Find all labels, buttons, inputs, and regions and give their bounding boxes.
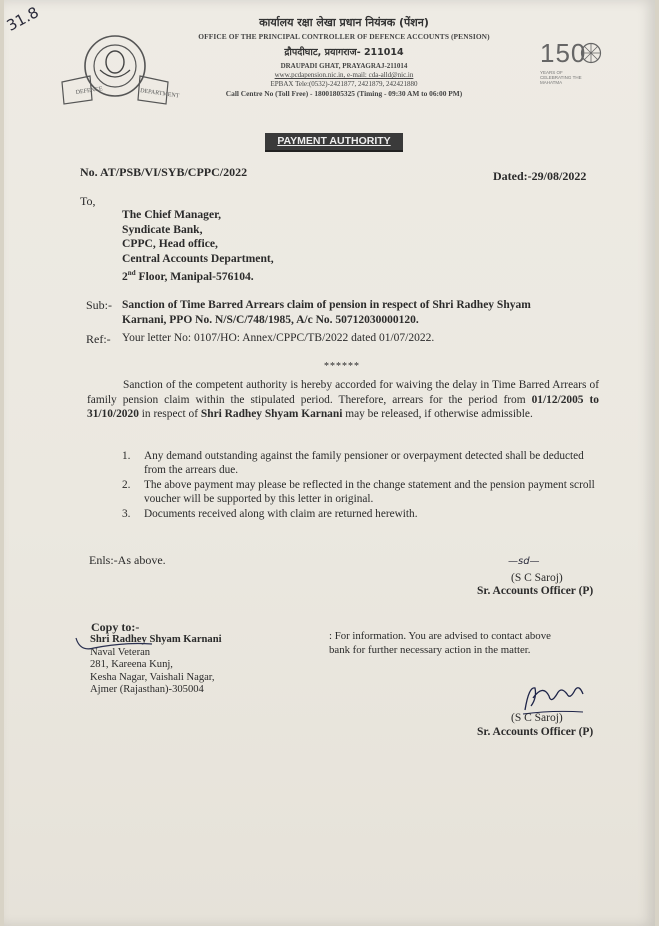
floor-suffix: nd — [127, 269, 136, 278]
copy-to-line: 281, Kareena Kunj, — [90, 659, 173, 671]
document-title — [265, 133, 403, 152]
subject-line: Karnani, PPO No. N/S/C/748/1985, A/c No. 50712030000120. — [122, 314, 419, 326]
office-name-english: OFFICE OF THE PRINCIPAL CONTROLLER OF DEFENCE ACCOUNTS (PENSION) — [198, 32, 490, 41]
addressee-line: Syndicate Bank, — [122, 222, 203, 236]
document-title-text: PAYMENT AUTHORITY — [277, 135, 391, 147]
list-item-text: Any demand outstanding against the family pensioner or overpayment detected shall be deducted from the arrears due. — [144, 450, 584, 476]
copy-to-note — [329, 629, 551, 657]
addressee-line: Central Accounts Department, — [122, 251, 274, 265]
list-item-number: 1. — [122, 450, 131, 462]
web-email: www.pcdapension.nic.in, e-mail: cda-alld@nic.in — [274, 71, 414, 79]
letter-date: Dated:-29/08/2022 — [493, 169, 587, 183]
office-address: DRAUPADI GHAT, PRAYAGRAJ-211014 — [280, 62, 408, 70]
addressee-block — [122, 208, 274, 285]
body-text-2: in respect of — [138, 408, 201, 420]
handwritten-underline-icon — [74, 634, 154, 654]
body-paragraph — [87, 378, 599, 422]
copy-to-note-line: : For information. You are advised to contact above — [329, 630, 551, 642]
document-page — [4, 0, 655, 926]
list-item-number: 3. — [122, 508, 131, 520]
subject-label: Sub:- — [86, 298, 113, 312]
addressee-line — [122, 266, 274, 284]
list-item — [122, 508, 600, 522]
copy-to-label: Copy to:- — [91, 620, 140, 634]
enclosure-note: Enls:-As above. — [89, 553, 166, 567]
ref-label: Ref:- — [86, 332, 111, 346]
defence-accounts-emblem-icon — [56, 30, 180, 108]
list-item-number: 2. — [122, 479, 131, 491]
copy-to-line: Naval Veteran — [90, 646, 151, 658]
reference-number: No. AT/PSB/VI/SYB/CPPC/2022 — [80, 165, 248, 179]
to-label: To, — [80, 194, 96, 208]
list-item-text: Documents received along with claim are returned herewith. — [144, 508, 418, 520]
floor-number: 2 — [122, 270, 128, 284]
signatory-name: (S C Saroj) — [511, 572, 563, 584]
signature-mark: —sd— — [508, 556, 540, 567]
svg-text:DEPARTMENT: DEPARTMENT — [139, 88, 180, 100]
floor-rest: Floor, Manipal-576104. — [135, 270, 254, 284]
copy-to-name: Shri Radhey Shyam Karnani — [90, 634, 222, 645]
signatory-name-2: (S C Saroj) — [511, 712, 563, 724]
body-text-3: may be released, if otherwise admissible. — [342, 408, 533, 420]
city-hindi: द्रौपदीघाट, प्रयागराज- 211014 — [284, 47, 404, 58]
subject-text — [122, 298, 531, 328]
logo-150-caption: YEARS OF CELEBRATING THE MAHATMA — [540, 70, 582, 85]
gandhi-150-logo — [540, 40, 610, 98]
logo-150-number: 150 — [540, 38, 587, 68]
list-item — [122, 479, 600, 506]
phone-numbers: EPBAX Tele:(0532)-2421877, 2421879, 242421880 — [270, 80, 418, 88]
signatory-title: Sr. Accounts Officer (P) — [477, 585, 594, 597]
separator-stars: ****** — [324, 361, 360, 372]
conditions-list — [122, 450, 600, 524]
body-name: Shri Radhey Shyam Karnani — [200, 408, 343, 420]
handwritten-corner-note: 31.8 — [3, 3, 42, 35]
copy-to-note-line: bank for further necessary action in the matter. — [329, 644, 531, 656]
call-centre: Call Centre No (Toll Free) - 18001805325 (Timing - 09:30 AM to 06:00 PM) — [225, 89, 463, 98]
list-item — [122, 450, 600, 477]
addressee-line: CPPC, Head office, — [122, 237, 218, 251]
copy-to-line: Ajmer (Rajasthan)-305004 — [90, 684, 204, 696]
list-item-text: The above payment may please be reflected in the change statement and the pension payment scroll voucher will be supported by this letter in original. — [144, 479, 595, 505]
body-text-1: Sanction of the competent authority is hereby accorded for waiving the delay in Time Barred Arrears of family pension claim within the stipulated period. Therefore, arrears for the period from — [87, 379, 599, 406]
svg-text:DEFENCE: DEFENCE — [75, 86, 104, 96]
spinning-wheel-icon — [580, 42, 602, 64]
office-name-hindi: कार्यालय रक्षा लेखा प्रधान नियंत्रक (पेंशन) — [259, 16, 429, 29]
subject-line: Sanction of Time Barred Arrears claim of pension in respect of Shri Radhey Shyam — [122, 299, 531, 311]
ref-text: Your letter No: 0107/HO: Annex/CPPC/TB/2022 dated 01/07/2022. — [122, 332, 435, 344]
copy-to-line: Kesha Nagar, Vaishali Nagar, — [90, 671, 215, 683]
signatory-title-2: Sr. Accounts Officer (P) — [477, 726, 594, 738]
addressee-line: The Chief Manager, — [122, 208, 222, 221]
body-period: 01/12/2005 to 31/10/2020 — [87, 393, 599, 420]
